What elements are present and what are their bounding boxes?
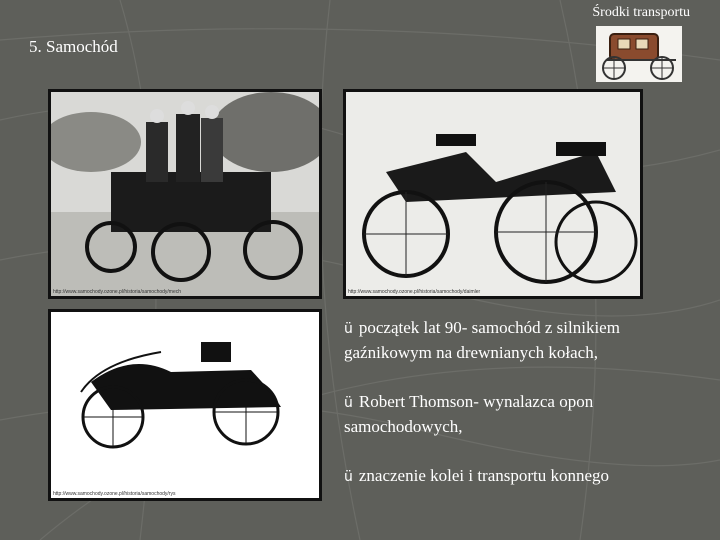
stagecoach-icon: [596, 26, 682, 82]
checkmark-icon: ü: [344, 469, 353, 485]
header-title: Środki transportu: [592, 5, 690, 20]
image-caption: http://www.samochody.ozone.pl/historia/samochody/rys: [53, 491, 176, 497]
checkmark-icon: ü: [344, 321, 353, 337]
image-caption: http://www.samochody.ozone.pl/historia/samochody/daimler: [348, 289, 481, 295]
slide-title: 5. Samochód: [29, 37, 118, 56]
bullet-list: [344, 316, 674, 514]
bullet-item: [344, 316, 674, 365]
checkmark-icon: ü: [344, 395, 353, 411]
bullet-text: Robert Thomson- wynalazca opon samochodowych,: [344, 392, 594, 436]
image-caption: http://www.samochody.ozone.pl/historia/samochody/mech: [53, 289, 182, 295]
photo-daimler-carriage: [343, 89, 643, 299]
bullet-text: znaczenie kolei i transportu konnego: [358, 466, 610, 485]
photo-early-automobile: [48, 89, 322, 299]
drawing-curved-dash-car: [48, 309, 322, 501]
bullet-text: początek lat 90- samochód z silnikiem gaźnikowym na drewnianych kołach,: [344, 318, 620, 362]
bullet-item: [344, 464, 674, 489]
bullet-item: [344, 390, 674, 439]
